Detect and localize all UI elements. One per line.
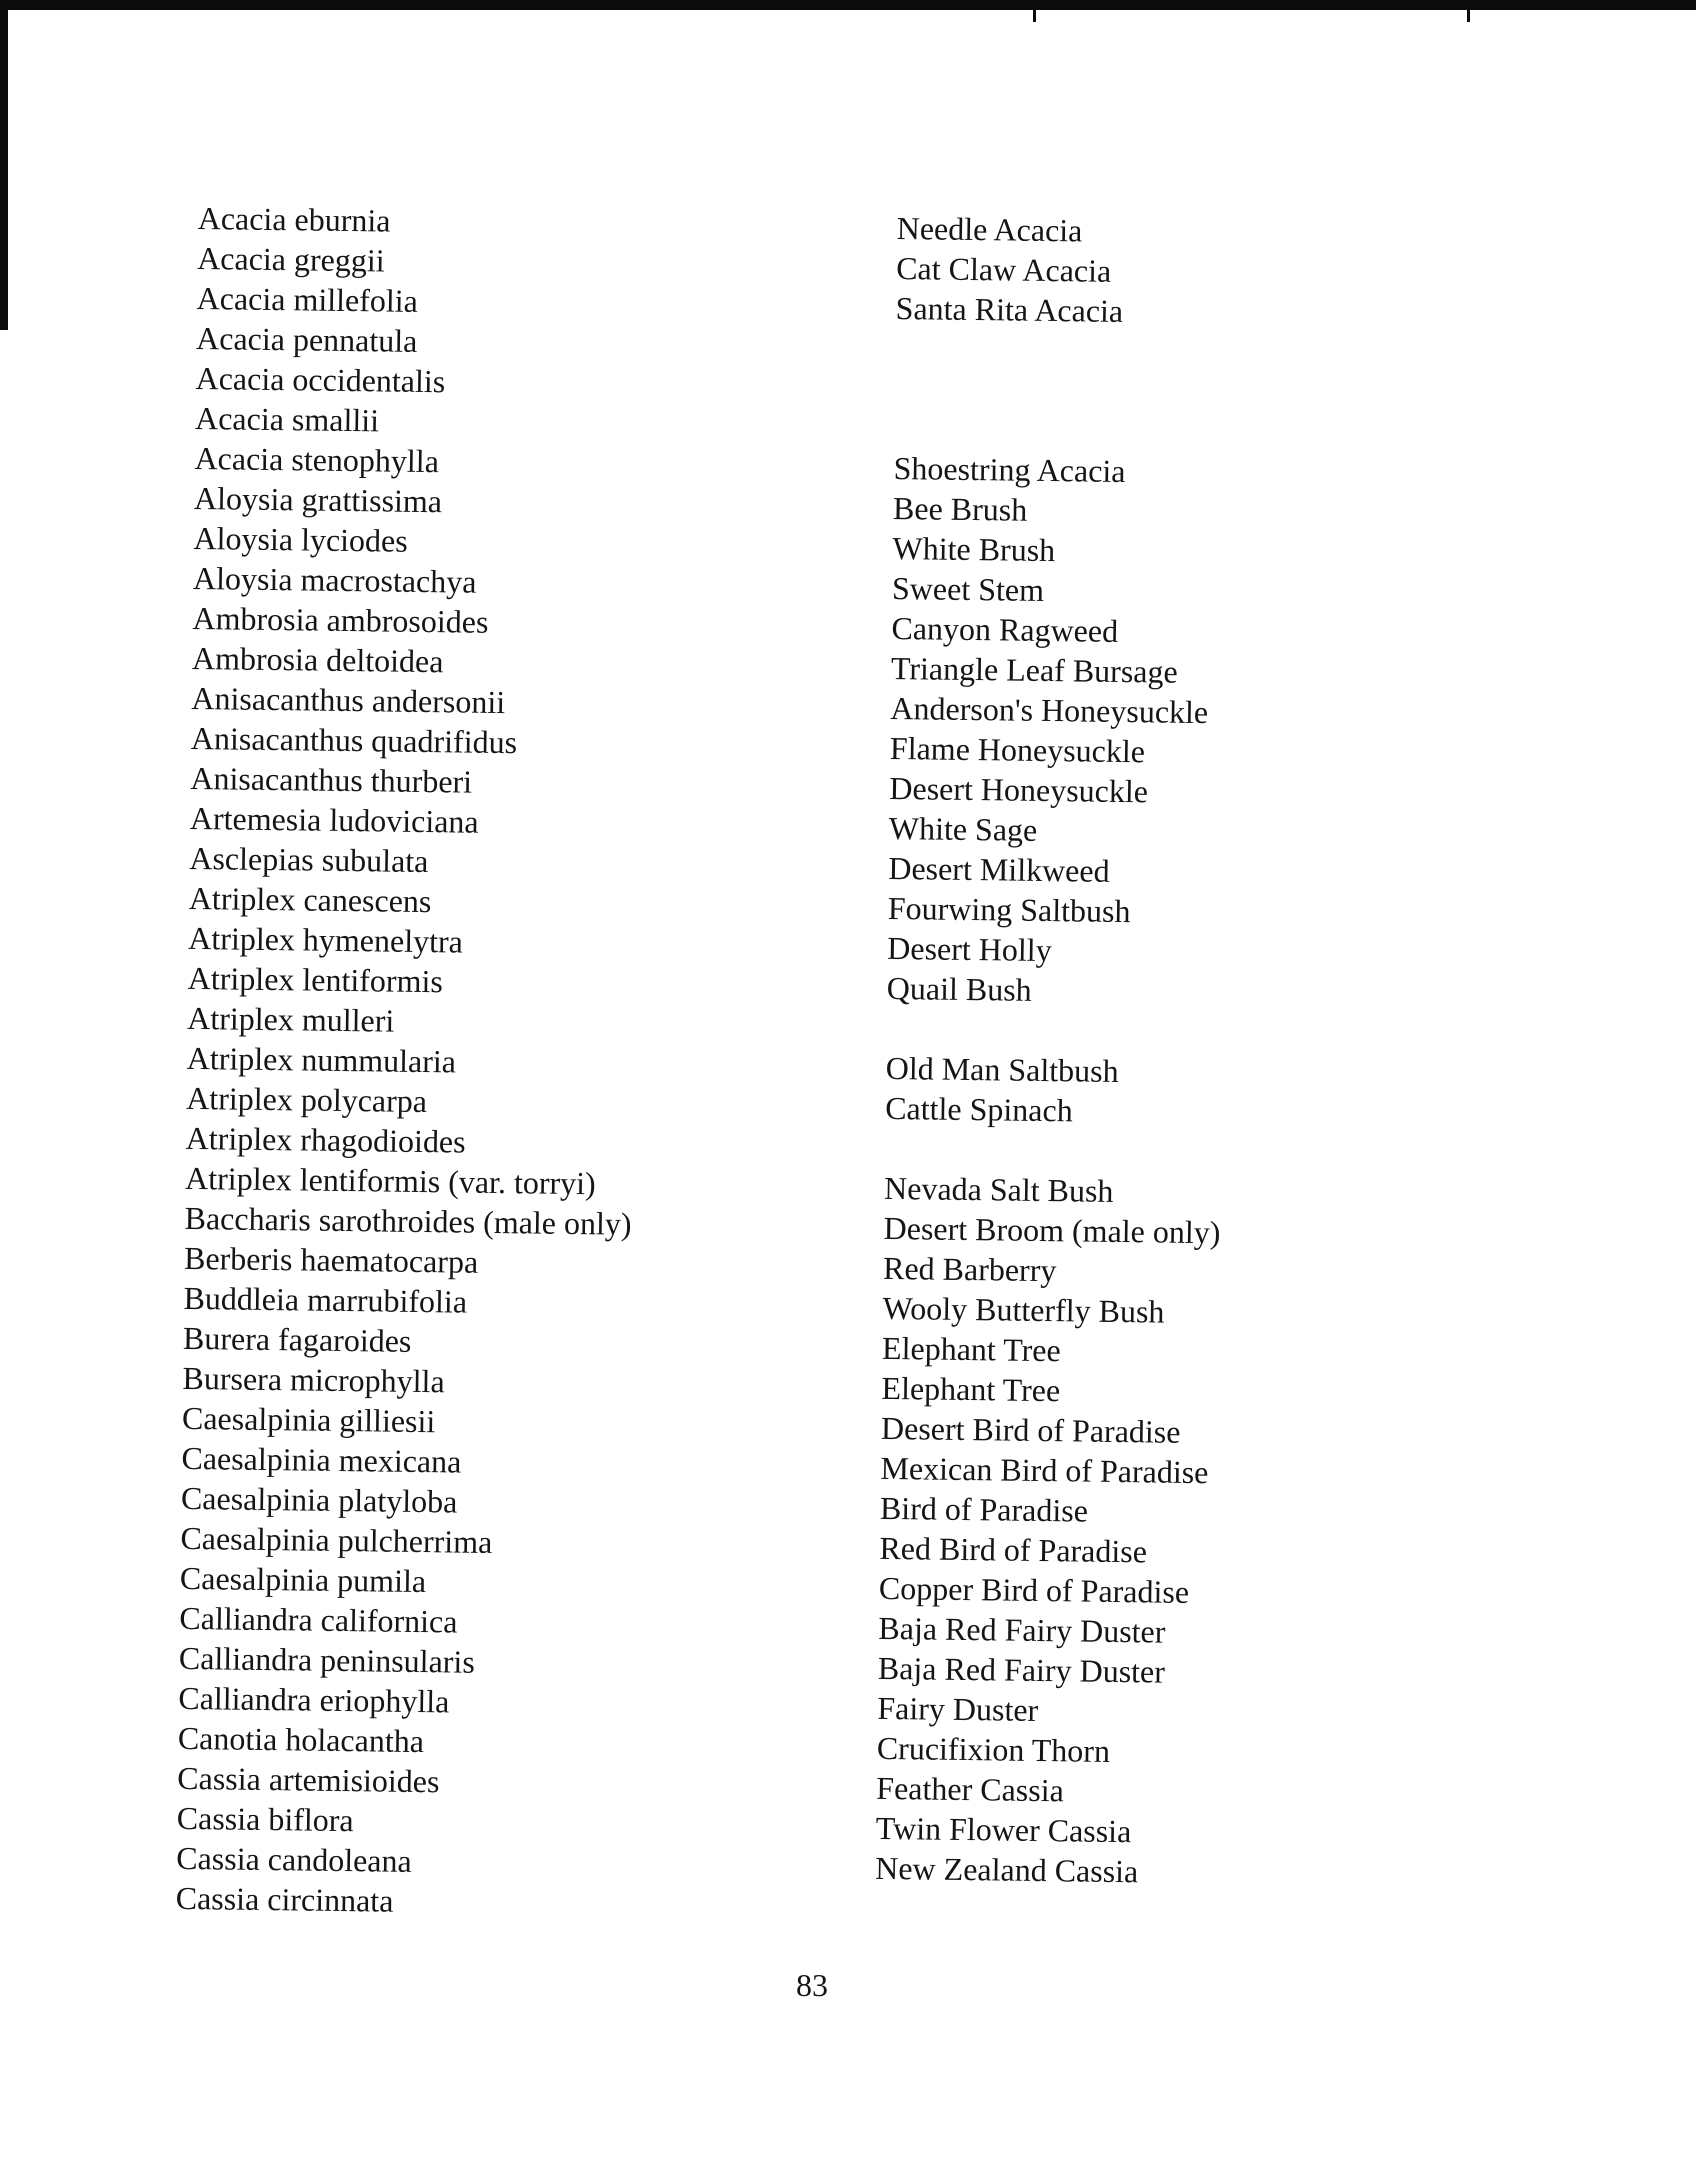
- list-item: Canotia holacantha: [177, 1719, 425, 1760]
- list-item: [886, 1008, 1223, 1052]
- list-item: Cat Claw Acacia: [895, 249, 1112, 289]
- scan-border-top: [0, 0, 1696, 10]
- scan-tick-mark: [1033, 10, 1036, 22]
- list-item: Bursera microphylla: [182, 1359, 445, 1400]
- list-item: Fourwing Saltbush: [887, 889, 1131, 930]
- list-item: Cassia biflora: [176, 1799, 354, 1839]
- list-item: Calliandra eriophylla: [178, 1679, 450, 1720]
- list-item: Red Bird of Paradise: [879, 1529, 1148, 1570]
- list-item: Anisacanthus andersonii: [191, 679, 506, 721]
- list-item: Baja Red Fairy Duster: [878, 1609, 1166, 1650]
- list-item: Asclepias subulata: [189, 839, 429, 880]
- list-item: Flame Honeysuckle: [889, 729, 1146, 770]
- list-item: Sweet Stem: [891, 569, 1045, 608]
- list-item: Twin Flower Cassia: [875, 1809, 1132, 1850]
- list-item: Aloysia lyciodes: [193, 519, 408, 559]
- list-item: Calliandra californica: [179, 1599, 458, 1640]
- list-item: Quail Bush: [886, 969, 1032, 1008]
- list-item: [894, 408, 1231, 452]
- list-item: Acacia greggii: [196, 239, 385, 279]
- list-item: Desert Broom (male only): [883, 1209, 1221, 1251]
- list-item: Acacia smallii: [194, 399, 380, 439]
- list-item: Fairy Duster: [877, 1689, 1039, 1728]
- list-item: Desert Holly: [887, 929, 1052, 969]
- list-item: Buddleia marrubifolia: [183, 1279, 468, 1320]
- list-item: Anisacanthus thurberi: [190, 759, 473, 800]
- list-item: Atriplex mulleri: [187, 999, 395, 1039]
- list-item: Baccharis sarothroides (male only): [184, 1199, 632, 1242]
- list-item: Acacia millefolia: [196, 279, 419, 319]
- list-item: Red Barberry: [882, 1249, 1057, 1289]
- list-item: Acacia pennatula: [195, 319, 418, 359]
- list-item: Berberis haematocarpa: [183, 1239, 479, 1280]
- list-item: Anisacanthus quadrifidus: [190, 719, 518, 761]
- list-item: Atriplex rhagodioides: [185, 1119, 466, 1160]
- list-item: Crucifixion Thorn: [876, 1729, 1111, 1769]
- list-item: Caesalpinia pumila: [179, 1559, 427, 1600]
- list-item: Mexican Bird of Paradise: [880, 1449, 1209, 1491]
- list-item: New Zealand Cassia: [875, 1849, 1139, 1890]
- list-item: Caesalpinia gilliesii: [181, 1399, 436, 1440]
- scan-border-left: [0, 0, 8, 330]
- list-item: Bee Brush: [892, 489, 1028, 528]
- common-names-column: [875, 208, 1234, 1892]
- list-item: Aloysia grattissima: [193, 479, 443, 520]
- list-item: Cattle Spinach: [884, 1089, 1073, 1129]
- list-item: White Sage: [888, 809, 1038, 848]
- list-item: Cassia circinnata: [175, 1879, 394, 1919]
- list-item: Desert Honeysuckle: [889, 769, 1149, 810]
- list-item: Burera fagaroides: [182, 1319, 412, 1359]
- list-item: Triangle Leaf Bursage: [890, 649, 1178, 690]
- list-item: Acacia occidentalis: [195, 359, 446, 400]
- list-item: Cassia candoleana: [176, 1839, 412, 1879]
- list-item: Ambrosia ambrosoides: [192, 599, 489, 640]
- list-item: Copper Bird of Paradise: [878, 1569, 1190, 1610]
- list-item: Atriplex nummularia: [186, 1039, 457, 1080]
- list-item: Caesalpinia platyloba: [180, 1479, 458, 1520]
- list-item: Ambrosia deltoidea: [191, 639, 444, 680]
- list-item: Elephant Tree: [881, 1369, 1061, 1409]
- list-item: [894, 368, 1231, 412]
- list-item: Santa Rita Acacia: [895, 289, 1124, 329]
- list-item: Desert Milkweed: [888, 849, 1110, 889]
- list-item: Atriplex canescens: [188, 879, 432, 920]
- list-item: Wooly Butterfly Bush: [882, 1289, 1165, 1330]
- list-item: [884, 1128, 1221, 1172]
- list-item: Aloysia macrostachya: [192, 559, 477, 600]
- list-item: Caesalpinia pulcherrima: [180, 1519, 493, 1560]
- list-item: Artemesia ludoviciana: [189, 799, 479, 840]
- list-item: Needle Acacia: [896, 209, 1083, 249]
- list-item: Shoestring Acacia: [893, 449, 1126, 490]
- list-item: Cassia artemisioides: [177, 1759, 440, 1800]
- list-item: Canyon Ragweed: [891, 609, 1119, 649]
- list-item: Bird of Paradise: [879, 1489, 1089, 1529]
- list-item: Atriplex lentiformis: [187, 959, 444, 1000]
- list-item: Caesalpinia mexicana: [181, 1439, 462, 1480]
- list-item: Atriplex hymenelytra: [188, 919, 464, 960]
- list-item: Anderson's Honeysuckle: [890, 689, 1209, 731]
- scan-tick-mark: [1467, 10, 1470, 22]
- list-item: Nevada Salt Bush: [883, 1169, 1114, 1209]
- list-item: [895, 328, 1232, 372]
- list-item: White Brush: [892, 529, 1056, 569]
- list-item: Calliandra peninsularis: [178, 1639, 476, 1680]
- list-item: Acacia stenophylla: [194, 439, 440, 480]
- page-number: 83: [796, 1967, 828, 2003]
- list-item: Acacia eburnia: [197, 199, 391, 239]
- scientific-names-column: [175, 198, 644, 1924]
- list-item: Old Man Saltbush: [885, 1049, 1119, 1089]
- list-item: Elephant Tree: [881, 1329, 1061, 1369]
- list-item: Atriplex lentiformis (var. torryi): [184, 1159, 596, 1202]
- list-item: Baja Red Fairy Duster: [877, 1649, 1166, 1690]
- list-item: Desert Bird of Paradise: [880, 1409, 1181, 1450]
- list-item: Atriplex polycarpa: [185, 1079, 428, 1120]
- list-item: Feather Cassia: [876, 1769, 1065, 1809]
